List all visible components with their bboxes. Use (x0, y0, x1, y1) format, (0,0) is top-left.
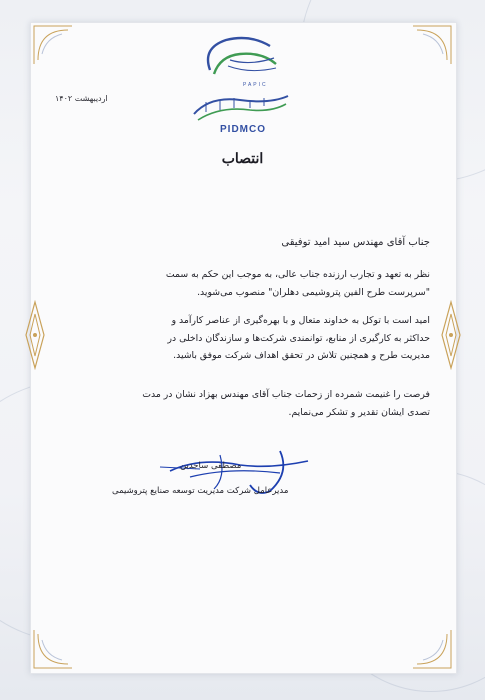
paragraph-line: تصدی ایشان تقدیر و تشکر می‌نمایم. (288, 406, 430, 418)
signatory-name: مصطفی ساجدین (180, 461, 242, 471)
signatory-title: مدیرعامل شرکت مدیریت توسعه صنایع پتروشیمی (112, 486, 289, 496)
corner-ornament-top-left (32, 24, 74, 66)
paragraph-3 (55, 386, 430, 421)
side-ornament-left (24, 300, 46, 370)
paragraph-line: نظر به تعهد و تجارب ارزنده جناب عالی، به موجب این حکم به سمت (165, 269, 430, 280)
logo-subcaption: PAPIC (243, 82, 268, 88)
paragraph-line: مدیریت طرح و همچنین تلاش در تحقق اهداف شرکت موفق باشید. (173, 350, 430, 361)
paragraph-line: "سرپرست طرح الفین پتروشیمی دهلران" منصوب می‌شوید. (197, 286, 430, 298)
paragraph-2 (55, 312, 430, 365)
company-logo (180, 30, 300, 140)
corner-ornament-bottom-left (32, 628, 74, 670)
paragraph-line: حداکثر به کارگیری از منابع، توانمندی شرکت‌ها و سازندگان داخلی در (167, 332, 430, 344)
paragraph-line: فرصت را غنیمت شمرده از زحمات جناب آقای مهندس بهزاد نشان در مدت (142, 389, 430, 400)
addressee-line: جناب آقای مهندس سید امید توفیقی (281, 237, 430, 248)
corner-ornament-bottom-right (411, 628, 453, 670)
paragraph-1 (55, 266, 430, 301)
side-ornament-right (440, 300, 462, 370)
document-date: اردیبهشت ۱۴۰۲ (55, 94, 108, 103)
document-title: انتصاب (221, 151, 264, 167)
papic-logo-icon (180, 30, 300, 90)
paragraph-line: امید است با توکل به خداوند متعال و با بهره‌گیری از عناصر کارآمد و (171, 315, 430, 326)
logo-caption: PIDMCO (220, 124, 266, 135)
corner-ornament-top-right (411, 24, 453, 66)
